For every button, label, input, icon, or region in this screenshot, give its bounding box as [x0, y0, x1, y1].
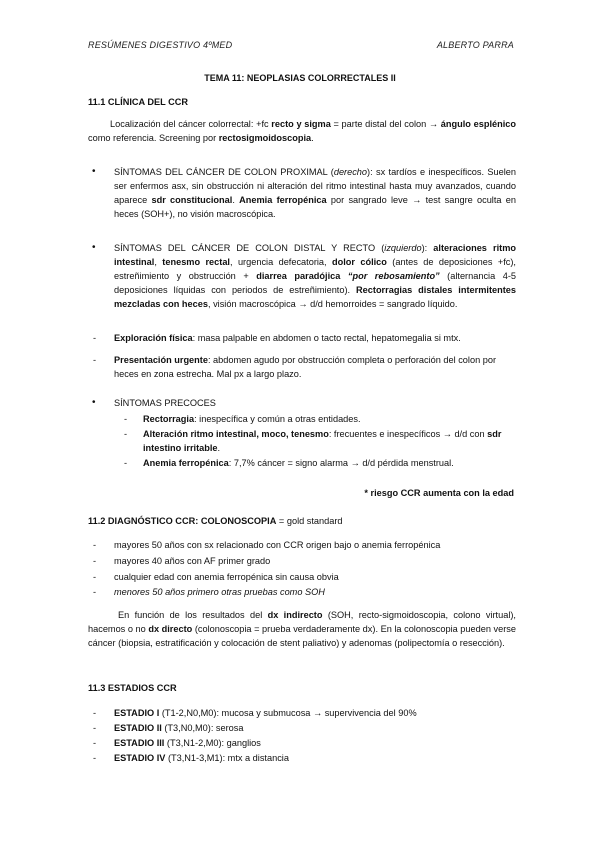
dx-criteria-item: cualquier edad con anemia ferropénica sin causa obvia — [114, 572, 339, 582]
dash-marker: - — [124, 429, 128, 439]
dash-marker: - — [93, 556, 97, 566]
dash-marker: - — [93, 753, 97, 763]
dash-marker: - — [93, 708, 97, 718]
precoz-alteracion-ritmo: Alteración ritmo intestinal, moco, tenesmo: frecuentes e inespecíficos → d/d con sdr intestino irritable. — [143, 429, 502, 453]
stage-item: ESTADIO I (T1-2,N0,M0): mucosa y submucosa → supervivencia del 90% — [114, 708, 417, 718]
bullet-icon: • — [92, 397, 96, 408]
header-left: RESÚMENES DIGESTIVO 4ºMED — [88, 40, 233, 50]
item-exploracion: Exploración física: masa palpable en abdomen o tacto rectal, hepatomegalia si mtx. — [114, 333, 461, 343]
dx-criteria-item: mayores 40 años con AF primer grado — [114, 556, 271, 566]
dash-marker: - — [93, 355, 97, 365]
page-title: TEMA 11: NEOPLASIAS COLORRECTALES II — [204, 73, 396, 83]
bullet-colon-distal: SÍNTOMAS DEL CÁNCER DE COLON DISTAL Y RECTO (izquierdo): alteraciones ritmo intestinal, tenesmo rectal, urgencia defecatoria, dolor cólico (antes de deposiciones +fc), estreñimiento y obstrucción + diarrea paradójica “por rebosamiento” (alternancia 4-5 deposiciones líquidas con periodos de estreñimiento). Rectorragias distales intermitentes mezcladas con heces, visión macroscópica → d/d hemorroides = sangrado líquido. — [114, 243, 517, 309]
header-right: ALBERTO PARRA — [436, 40, 514, 50]
precoz-anemia: Anemia ferropénica: 7,7% cáncer = signo alarma → d/d pérdida menstrual. — [143, 458, 454, 468]
risk-note: * riesgo CCR aumenta con la edad — [364, 488, 514, 498]
dash-marker: - — [93, 572, 97, 582]
diagnostico-paragraph: En función de los resultados del dx indirecto (SOH, recto-sigmoidoscopia, colono virtual), hacemos o no dx directo (colonoscopia = prueba verdaderamente dx). En la colonoscopia pueden verse cáncer (biopsia, estratificación y colocación de stent paliativo) y adenomas (polipectomía o resección). — [88, 610, 516, 648]
stage-item: ESTADIO IV (T3,N1-3,M1): mtx a distancia — [114, 753, 289, 763]
stage-item: ESTADIO II (T3,N0,M0): serosa — [114, 723, 244, 733]
dash-marker: - — [93, 333, 97, 343]
dash-marker: - — [124, 414, 128, 424]
bullet-icon: • — [92, 242, 96, 253]
section-heading-diagnostico: 11.2 DIAGNÓSTICO CCR: COLONOSCOPIA = gold standard — [88, 516, 343, 526]
dash-marker: - — [93, 723, 97, 733]
dx-criteria-item: menores 50 años primero otras pruebas como SOH — [114, 587, 325, 597]
stage-item: ESTADIO III (T3,N1-2,M0): ganglios — [114, 738, 261, 748]
dash-marker: - — [93, 587, 97, 597]
section-heading-clinica: 11.1 CLÍNICA DEL CCR — [88, 97, 189, 107]
bullet-colon-proximal: SÍNTOMAS DEL CÁNCER DE COLON PROXIMAL (derecho): sx tardíos e inespecíficos. Suelen ser enfermos asx, sin obstrucción ni alteración del ritmo intestinal hasta muy avanzados, cuando aparece sdr constitucional. Anemia ferropénica por sangrado leve → test sangre oculta en heces (SOH+), no visión macroscópica. — [114, 167, 517, 219]
section-heading-estadios: 11.3 ESTADIOS CCR — [88, 683, 177, 693]
dx-criteria-item: mayores 50 años con sx relacionado con CCR origen bajo o anemia ferropénica — [114, 540, 441, 550]
bullet-icon: • — [92, 166, 96, 177]
item-presentacion-urgente: Presentación urgente: abdomen agudo por obstrucción completa o perforación del colon por heces en zona estrecha. Mal px a largo plazo. — [114, 355, 497, 379]
dash-marker: - — [93, 540, 97, 550]
bullet-sintomas-precoces: SÍNTOMAS PRECOCES — [114, 398, 216, 408]
intro-paragraph: Localización del cáncer colorrectal: +fc recto y sigma = parte distal del colon → ángulo esplénico como referencia. Screening por rectosigmoidoscopia. — [88, 119, 517, 143]
dash-marker: - — [124, 458, 128, 468]
dash-marker: - — [93, 738, 97, 748]
precoz-rectorragia: Rectorragia: inespecífica y común a otras entidades. — [143, 414, 361, 424]
